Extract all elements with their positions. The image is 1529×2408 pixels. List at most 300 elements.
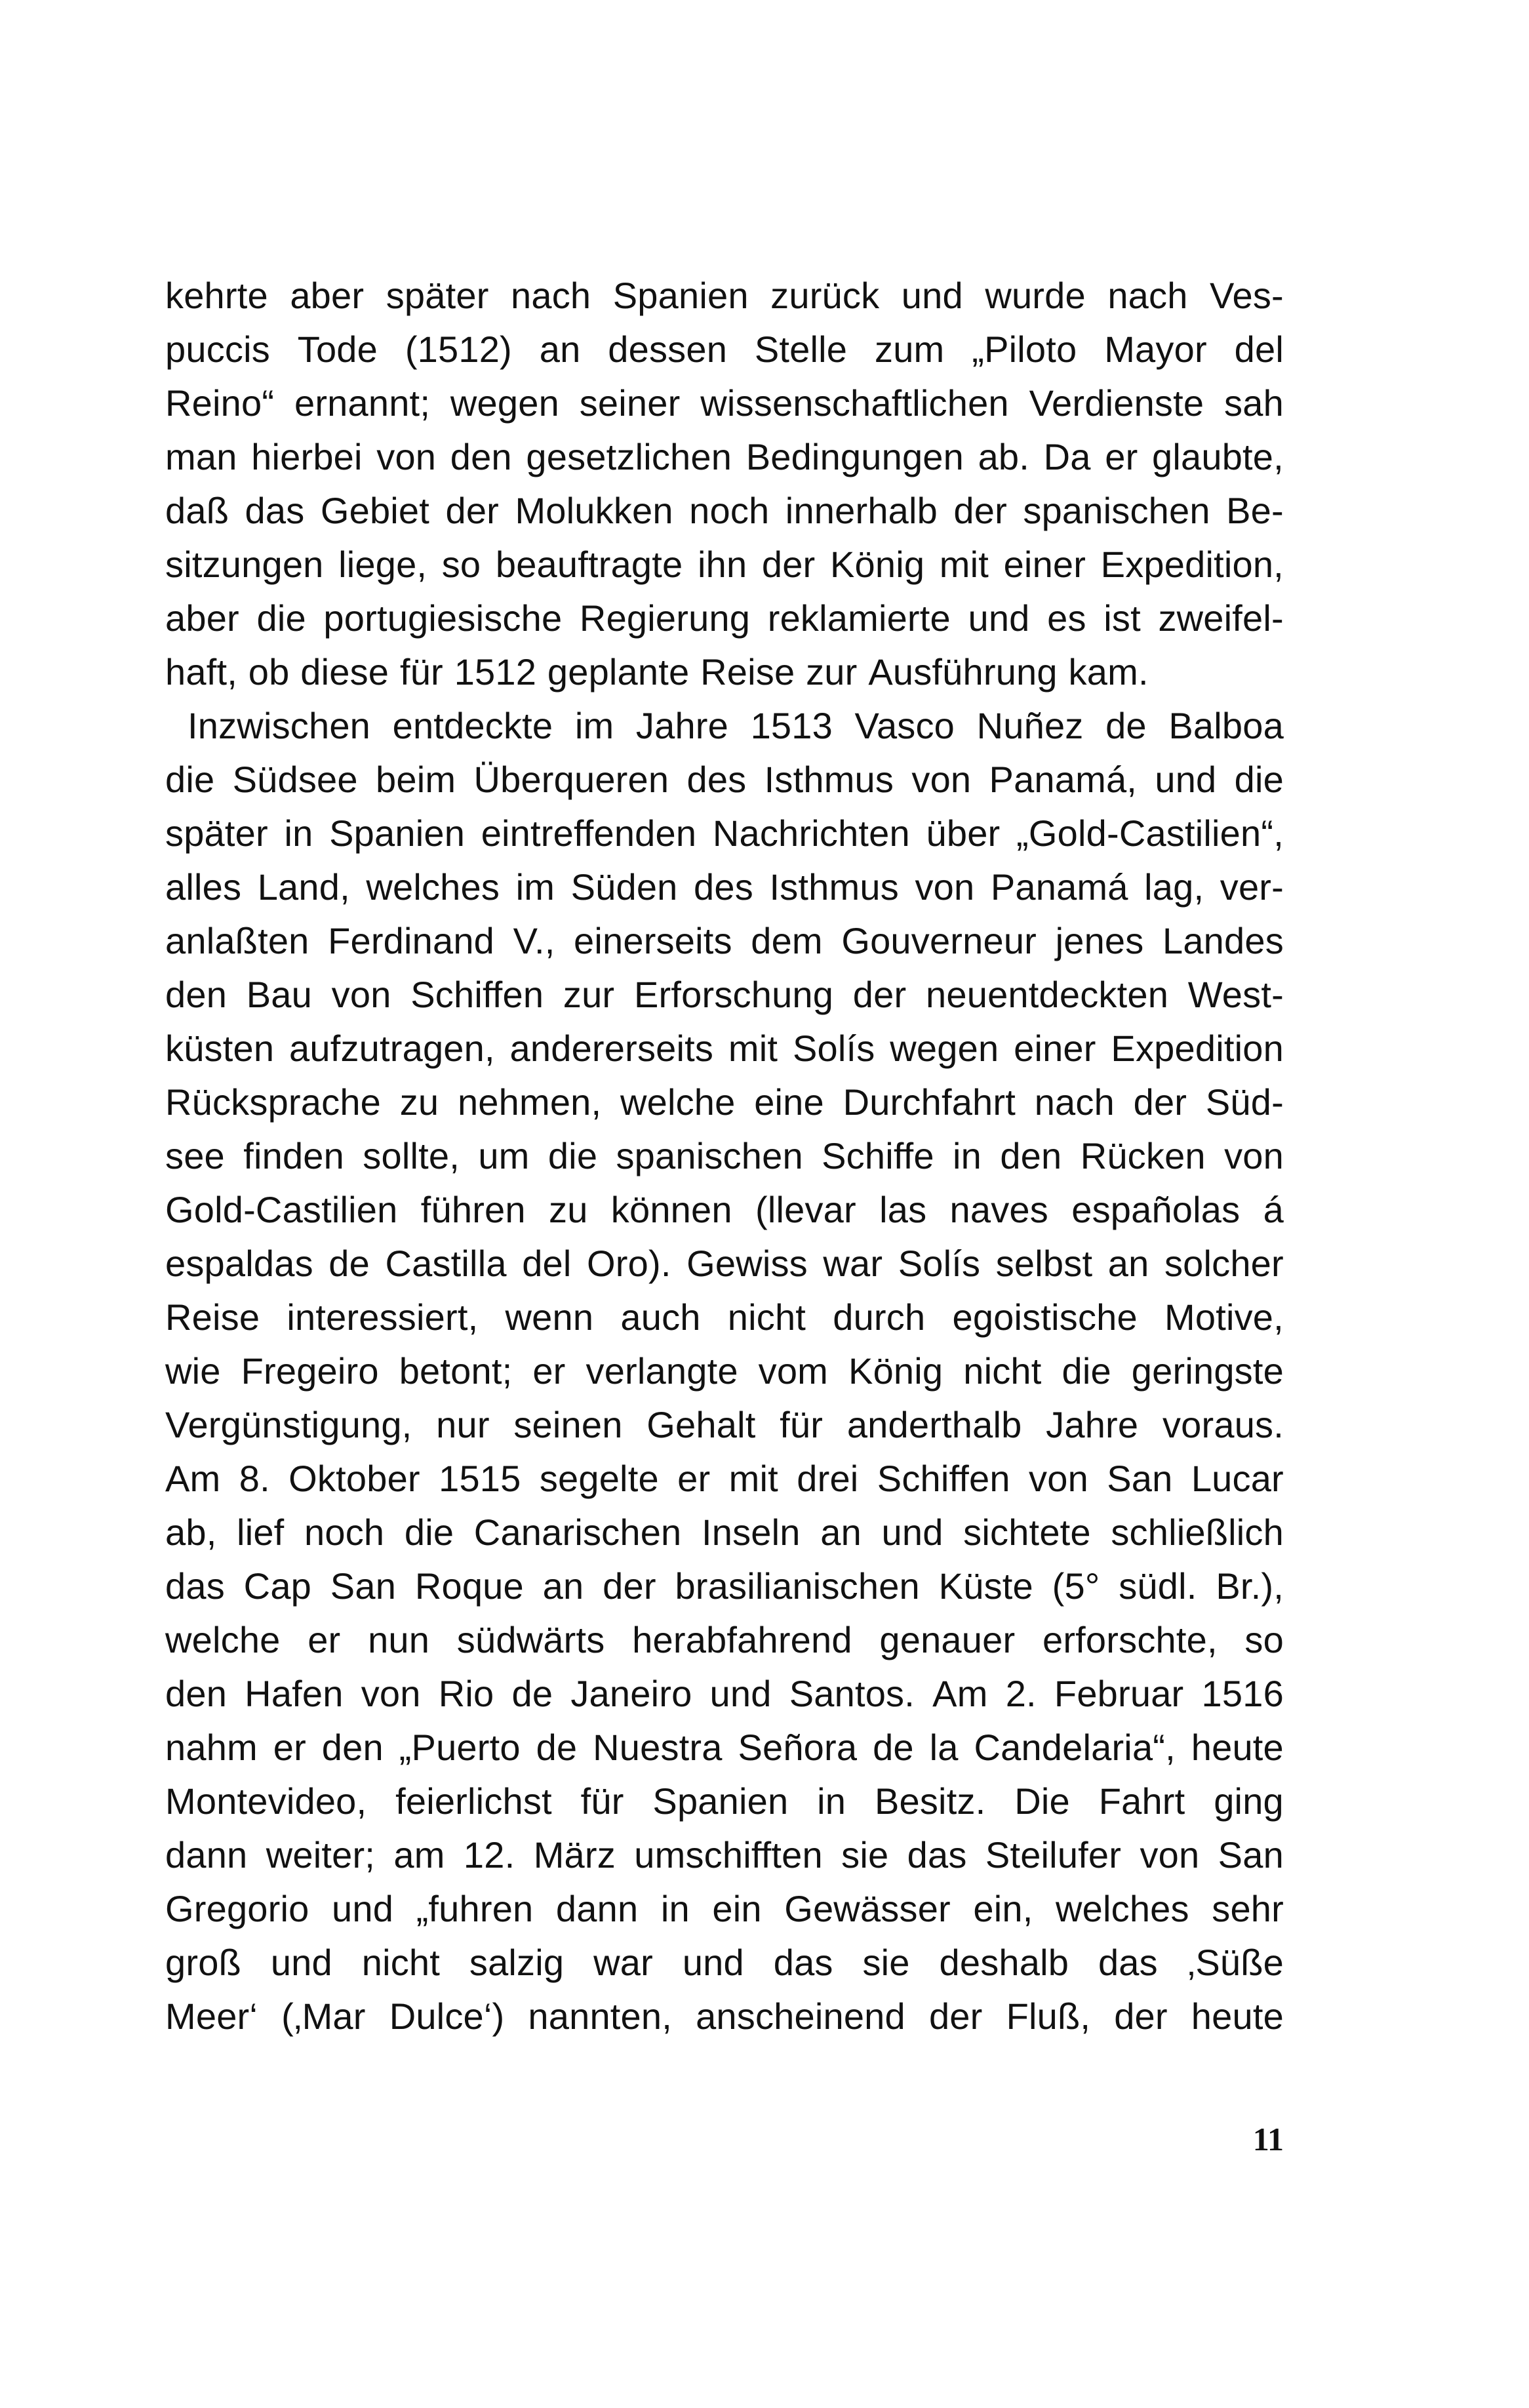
word: mit xyxy=(939,544,989,585)
word: dann xyxy=(165,1834,248,1876)
word: 1512 xyxy=(454,651,537,692)
word: die xyxy=(1062,1350,1111,1392)
word: zur xyxy=(806,651,858,692)
word: Cap xyxy=(243,1565,312,1607)
word: glaubte, xyxy=(1152,436,1284,477)
word: Fluß, xyxy=(1006,1996,1091,2037)
word: haft, xyxy=(165,651,237,692)
word: den xyxy=(165,974,228,1015)
word: kam. xyxy=(1068,651,1149,692)
text-line xyxy=(165,968,1284,1022)
word: Vasco xyxy=(854,705,955,746)
word: wissenschaftlichen xyxy=(700,382,1009,424)
word: im xyxy=(574,705,614,746)
word: nahm xyxy=(165,1727,258,1768)
word: wenn xyxy=(505,1296,594,1338)
word: zweifel- xyxy=(1158,597,1284,639)
text-line xyxy=(165,1129,1284,1183)
word: ein, xyxy=(973,1888,1033,1929)
word: nannten, xyxy=(528,1996,673,2037)
word: Jahre xyxy=(1046,1404,1139,1445)
word: zurück xyxy=(770,275,880,316)
text-line xyxy=(165,1398,1284,1452)
word: sollte, xyxy=(363,1135,460,1176)
word: Regierung xyxy=(579,597,751,639)
word: einer xyxy=(1003,544,1086,585)
word: Reise xyxy=(165,1296,260,1338)
word: von xyxy=(1140,1834,1200,1876)
word: las xyxy=(879,1189,927,1230)
word: können xyxy=(610,1189,732,1230)
word: das xyxy=(165,1565,225,1607)
text-line xyxy=(165,1775,1284,1828)
word: und xyxy=(682,1942,744,1983)
word: 8. xyxy=(239,1458,270,1499)
word: ist xyxy=(1103,597,1141,639)
word: Nuñez xyxy=(976,705,1084,746)
word: Am xyxy=(932,1673,988,1714)
word: vom xyxy=(758,1350,829,1392)
word: nicht xyxy=(361,1942,441,1983)
word: März xyxy=(533,1834,616,1876)
word: verlangte xyxy=(586,1350,738,1392)
word: des xyxy=(694,866,753,908)
word: Ferdinand xyxy=(328,920,495,961)
word: Bedingungen xyxy=(745,436,964,477)
text-line xyxy=(165,430,1284,484)
text-line xyxy=(165,1237,1284,1291)
word: puccis xyxy=(165,329,270,370)
word: küsten xyxy=(165,1028,275,1069)
word: Rücken xyxy=(1080,1135,1206,1176)
word: Dulce‘) xyxy=(389,1996,505,2037)
word: Oro). xyxy=(587,1243,671,1284)
word: á xyxy=(1263,1189,1284,1230)
word: er xyxy=(273,1727,306,1768)
word: del xyxy=(522,1243,572,1284)
word: de xyxy=(511,1673,553,1714)
word: nach xyxy=(1107,275,1188,316)
word: schließlich xyxy=(1111,1512,1284,1553)
word: kehrte xyxy=(165,275,268,316)
word: Isthmus xyxy=(769,866,899,908)
word: sitzungen xyxy=(165,544,324,585)
word: innerhalb xyxy=(785,490,938,531)
word: ab, xyxy=(165,1512,217,1553)
word: des xyxy=(686,759,747,800)
word: 1513 xyxy=(750,705,833,746)
word: Santos. xyxy=(789,1673,915,1714)
word: nun xyxy=(368,1619,430,1660)
word: er xyxy=(677,1458,711,1499)
word: von xyxy=(911,759,972,800)
word: Canarischen xyxy=(473,1512,682,1553)
word: alles xyxy=(165,866,242,908)
word: Br.), xyxy=(1216,1565,1284,1607)
word: er xyxy=(532,1350,566,1392)
word: und xyxy=(1155,759,1217,800)
word: zur xyxy=(563,974,615,1015)
text-line xyxy=(165,538,1284,592)
word: „fuhren xyxy=(416,1888,534,1929)
word: nach xyxy=(511,275,591,316)
word: Reino“ xyxy=(165,382,275,424)
word: liege, xyxy=(338,544,427,585)
word: interessiert, xyxy=(287,1296,479,1338)
text-line xyxy=(165,1559,1284,1613)
word: Spanien xyxy=(652,1780,789,1822)
text-line xyxy=(165,269,1284,323)
word: so xyxy=(1244,1619,1284,1660)
word: über xyxy=(926,813,1001,854)
word: von xyxy=(331,974,391,1015)
word: Süd- xyxy=(1205,1081,1284,1123)
text-line xyxy=(165,1828,1284,1882)
word: König xyxy=(829,544,925,585)
word: Inzwischen xyxy=(188,705,371,746)
word: anscheinend xyxy=(696,1996,905,2037)
word: gesetzlichen xyxy=(526,436,732,477)
word: eintreffenden xyxy=(481,813,697,854)
word: spanischen xyxy=(616,1135,803,1176)
word: der xyxy=(603,1565,656,1607)
word: anderthalb xyxy=(846,1404,1022,1445)
word: und xyxy=(901,275,963,316)
word: an xyxy=(820,1512,862,1553)
word: (1512) xyxy=(405,329,512,370)
word: beim xyxy=(376,759,456,800)
word: del xyxy=(1234,329,1284,370)
word: der xyxy=(928,1996,983,2037)
word: sehr xyxy=(1212,1888,1284,1929)
word: zu xyxy=(549,1189,588,1230)
word: dessen xyxy=(608,329,728,370)
word: die xyxy=(1234,759,1284,800)
word: Tode xyxy=(297,329,378,370)
text-line xyxy=(165,1452,1284,1506)
word: das xyxy=(907,1834,967,1876)
word: ob xyxy=(248,651,290,692)
word: Oktober xyxy=(288,1458,420,1499)
word: Ausführung xyxy=(868,651,1058,692)
word: portugiesische xyxy=(323,597,563,639)
word: Land, xyxy=(257,866,350,908)
word: feierlichst xyxy=(395,1780,552,1822)
word: solcher xyxy=(1164,1243,1284,1284)
word: von xyxy=(376,436,437,477)
word: „Puerto xyxy=(399,1727,521,1768)
word: Am xyxy=(165,1458,221,1499)
word: 12. xyxy=(463,1834,515,1876)
word: er xyxy=(308,1619,341,1660)
word: der xyxy=(445,490,500,531)
word: heute xyxy=(1191,1727,1284,1768)
word: seinen xyxy=(513,1404,623,1445)
word: einerseits xyxy=(574,920,732,961)
word: erforschte, xyxy=(1042,1619,1218,1660)
word: brasilianischen xyxy=(675,1565,920,1607)
word: nach xyxy=(1034,1081,1115,1123)
word: die xyxy=(404,1512,454,1553)
word: zu xyxy=(399,1081,439,1123)
word: (5° xyxy=(1052,1565,1100,1607)
word: Hafen xyxy=(245,1673,344,1714)
word: den xyxy=(165,1673,228,1714)
word: Gregorio xyxy=(165,1888,309,1929)
word: sie xyxy=(841,1834,889,1876)
word: ein xyxy=(712,1888,762,1929)
word: anlaßten xyxy=(165,920,309,961)
word: herabfahrend xyxy=(632,1619,852,1660)
text-line xyxy=(165,1291,1284,1344)
word: Da xyxy=(1043,436,1091,477)
word: Meer‘ xyxy=(165,1996,258,2037)
word: welches xyxy=(366,866,500,908)
word: er xyxy=(1105,436,1138,477)
word: Nachrichten xyxy=(712,813,910,854)
text-line xyxy=(165,807,1284,860)
word: und xyxy=(968,597,1030,639)
word: Schiffen xyxy=(877,1458,1010,1499)
text-line xyxy=(165,1613,1284,1667)
text-line xyxy=(165,484,1284,538)
word: man xyxy=(165,436,237,477)
word: ver- xyxy=(1220,866,1284,908)
word: neuentdeckten xyxy=(926,974,1169,1015)
word: später xyxy=(386,275,489,316)
word: Die xyxy=(1014,1780,1070,1822)
word: die xyxy=(547,1135,598,1176)
word: espaldas xyxy=(165,1243,313,1284)
word: Steilufer xyxy=(985,1834,1122,1876)
word: Rio xyxy=(438,1673,494,1714)
word: Besitz. xyxy=(874,1780,986,1822)
word: „Gold-Castilien“, xyxy=(1016,813,1284,854)
word: betont; xyxy=(399,1350,513,1392)
word: voraus. xyxy=(1162,1404,1284,1445)
word: selbst xyxy=(995,1243,1093,1284)
word: spanischen xyxy=(1023,490,1210,531)
word: Gewässer xyxy=(784,1888,951,1929)
word: die xyxy=(256,597,306,639)
word: in xyxy=(660,1888,690,1929)
word: später xyxy=(165,813,268,854)
word: sichtete xyxy=(963,1512,1091,1553)
word: Nuestra xyxy=(593,1727,723,1768)
text-line xyxy=(165,1667,1284,1721)
word: von xyxy=(915,866,975,908)
word: an xyxy=(1107,1243,1149,1284)
word: Südsee xyxy=(232,759,358,800)
word: de xyxy=(328,1243,370,1284)
word: Durchfahrt xyxy=(843,1081,1016,1123)
word: groß xyxy=(165,1942,241,1983)
word: im xyxy=(515,866,555,908)
word: Küste xyxy=(938,1565,1033,1607)
word: Solís xyxy=(792,1028,875,1069)
word: südwärts xyxy=(456,1619,605,1660)
word: Schiffe xyxy=(822,1135,934,1176)
word: (‚Mar xyxy=(281,1996,366,2037)
word: und xyxy=(881,1512,943,1553)
word: einer xyxy=(1014,1028,1096,1069)
word: nur xyxy=(436,1404,490,1445)
word: ab. xyxy=(978,436,1030,477)
word: West- xyxy=(1187,974,1284,1015)
word: dem xyxy=(751,920,823,961)
word: 1515 xyxy=(439,1458,521,1499)
word: von xyxy=(1029,1458,1088,1499)
word: in xyxy=(953,1135,982,1176)
word: auch xyxy=(620,1296,701,1338)
word: Gewiss xyxy=(686,1243,808,1284)
word: salzig xyxy=(469,1942,565,1983)
text-line xyxy=(165,1075,1284,1129)
word: Lucar xyxy=(1191,1458,1284,1499)
word: jenes xyxy=(1055,920,1144,961)
word: Roque xyxy=(414,1565,524,1607)
word: Spanien xyxy=(329,813,466,854)
text-line xyxy=(165,1990,1284,2043)
word: ihn xyxy=(697,544,747,585)
word: und xyxy=(709,1673,772,1714)
word: in xyxy=(284,813,313,854)
word: heute xyxy=(1191,1996,1284,2037)
word: Molukken xyxy=(515,490,673,531)
word: 1516 xyxy=(1201,1673,1284,1714)
word: Isthmus xyxy=(764,759,894,800)
word: Panamá, xyxy=(989,759,1138,800)
word: an xyxy=(542,1565,584,1607)
word: und xyxy=(270,1942,332,1983)
text-line xyxy=(165,376,1284,430)
word: den xyxy=(321,1727,384,1768)
text-line xyxy=(165,753,1284,807)
text-line xyxy=(165,1183,1284,1237)
text-line xyxy=(165,1022,1284,1075)
word: für xyxy=(580,1780,624,1822)
word: eine xyxy=(754,1081,824,1123)
word: seiner xyxy=(579,382,681,424)
word: das xyxy=(245,490,305,531)
word: Bau xyxy=(246,974,312,1015)
word: Gebiet xyxy=(320,490,430,531)
word: war xyxy=(823,1243,883,1284)
word: de xyxy=(873,1727,914,1768)
word: de xyxy=(536,1727,578,1768)
text-line xyxy=(165,645,1284,699)
word: Montevideo, xyxy=(165,1780,367,1822)
word: Be- xyxy=(1226,490,1284,531)
word: zum xyxy=(875,329,945,370)
text-line xyxy=(165,1344,1284,1398)
word: es xyxy=(1047,597,1086,639)
page-number: 11 xyxy=(1252,2121,1284,2157)
word: wegen xyxy=(450,382,559,424)
word: Gehalt xyxy=(646,1404,756,1445)
word: Solís xyxy=(898,1243,981,1284)
word: und xyxy=(332,1888,394,1929)
word: Balboa xyxy=(1168,705,1284,746)
word: V., xyxy=(513,920,555,961)
word: noch xyxy=(689,490,770,531)
word: ging xyxy=(1214,1780,1284,1822)
word: führen xyxy=(420,1189,526,1230)
word: der xyxy=(953,490,1007,531)
word: mit xyxy=(728,1028,778,1069)
word: der xyxy=(761,544,816,585)
word: hierbei xyxy=(251,436,363,477)
word: welche xyxy=(620,1081,736,1123)
word: Rücksprache xyxy=(165,1081,382,1123)
word: dann xyxy=(555,1888,639,1929)
word: sie xyxy=(862,1942,910,1983)
word: españolas xyxy=(1071,1189,1241,1230)
word: geringste xyxy=(1131,1350,1284,1392)
word: weiter; xyxy=(266,1834,376,1876)
word: den xyxy=(450,436,512,477)
word: Mayor xyxy=(1104,329,1207,370)
word: Fahrt xyxy=(1098,1780,1185,1822)
word: genauer xyxy=(879,1619,1016,1660)
word: der xyxy=(1114,1996,1168,2037)
text-line xyxy=(165,323,1284,376)
text-line xyxy=(165,1506,1284,1559)
word: an xyxy=(539,329,581,370)
word: nehmen, xyxy=(457,1081,602,1123)
word: wurde xyxy=(985,275,1086,316)
word: Vergünstigung, xyxy=(165,1404,412,1445)
word: die xyxy=(165,759,215,800)
word: Fregeiro xyxy=(241,1350,379,1392)
word: Castilla xyxy=(385,1243,507,1284)
word: von xyxy=(361,1673,421,1714)
word: der xyxy=(852,974,907,1015)
word: von xyxy=(1224,1135,1284,1176)
word: San xyxy=(1218,1834,1284,1876)
word: welches xyxy=(1056,1888,1189,1929)
word: den xyxy=(1000,1135,1062,1176)
word: Jahre xyxy=(635,705,728,746)
word: Janeiro xyxy=(570,1673,692,1714)
word: naves xyxy=(949,1189,1048,1230)
word: Verdienste xyxy=(1029,382,1204,424)
word: (llevar xyxy=(755,1189,856,1230)
word: lag, xyxy=(1144,866,1204,908)
word: mit xyxy=(728,1458,778,1499)
word: andererseits xyxy=(509,1028,714,1069)
word: ernannt; xyxy=(294,382,431,424)
word: egoistische xyxy=(952,1296,1138,1338)
word: Expedition, xyxy=(1100,544,1284,585)
body-text xyxy=(165,269,1284,2043)
word: Inseln xyxy=(702,1512,801,1553)
word: noch xyxy=(304,1512,385,1553)
text-line xyxy=(165,1936,1284,1990)
word: 2. xyxy=(1005,1673,1037,1714)
text-line xyxy=(165,914,1284,968)
word: segelte xyxy=(539,1458,659,1499)
word: sah xyxy=(1224,382,1284,424)
word: San xyxy=(330,1565,397,1607)
word: Gouverneur xyxy=(841,920,1037,961)
text-line xyxy=(165,1882,1284,1936)
word: welche xyxy=(165,1619,281,1660)
word: Señora xyxy=(738,1727,858,1768)
word: Schiffen xyxy=(410,974,544,1015)
word: daß xyxy=(165,490,229,531)
word: lief xyxy=(237,1512,285,1553)
